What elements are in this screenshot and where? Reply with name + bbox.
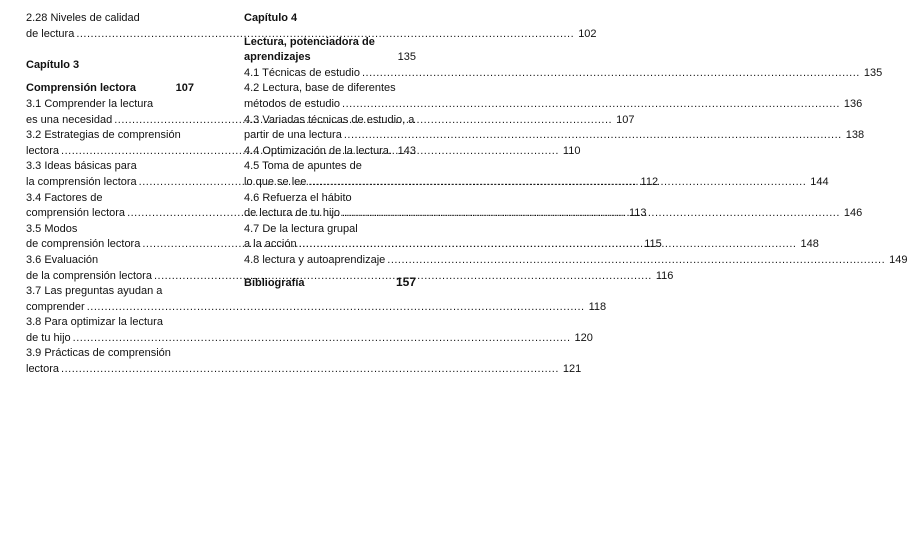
page-number: 146 <box>843 207 863 220</box>
toc-entry-line: 3.4 Factores de <box>26 191 103 204</box>
toc-entry-4-2 <box>244 81 863 112</box>
dot-leader <box>73 331 571 347</box>
toc-entry-line: de tu hijo <box>26 331 71 344</box>
chapter-title-line: Lectura, potenciadora de <box>244 35 375 48</box>
page-number: 107 <box>175 82 194 95</box>
toc-entry-3-9 <box>26 346 582 377</box>
page-number: 107 <box>616 113 635 126</box>
page-number: 157 <box>395 274 416 289</box>
toc-entry-line: comprensión lectora <box>26 207 126 220</box>
toc-entry-line: 2.28 Niveles de calidad <box>26 12 140 24</box>
toc-entry-line: la comprensión lectora <box>26 175 137 188</box>
page-number: 143 <box>397 144 416 157</box>
chapter-label: Capítulo 3 <box>26 58 80 71</box>
toc-entry-line: 3.1 Comprender la lectura <box>26 97 154 110</box>
page-number: 148 <box>800 238 819 251</box>
page-number: 118 <box>588 300 607 313</box>
dot-leader <box>87 300 585 316</box>
toc-entry-line: lectora <box>26 363 60 376</box>
toc-entry-line: a la acción <box>244 238 297 251</box>
toc-entry-line: 4.2 Lectura, base de diferentes <box>244 82 396 95</box>
toc-entry-4-4 <box>244 144 416 160</box>
chapter-title-line: aprendizajes <box>244 51 311 64</box>
toc-entry-line: 4.6 Refuerza el hábito <box>244 191 352 204</box>
page-number: 135 <box>397 51 416 64</box>
toc-entry-line: es una necesidad <box>26 113 113 126</box>
chapter-label: Capítulo 4 <box>244 12 298 24</box>
toc-entry-4-1 <box>244 66 883 82</box>
page-number: 121 <box>562 363 582 376</box>
page-number: 120 <box>574 331 593 344</box>
toc-entry-line: 4.3 Variadas técnicas de estudio, a <box>244 113 415 126</box>
toc-entry-line: de comprensión lectora <box>26 238 141 251</box>
page-number: 113 <box>628 207 647 220</box>
toc-entry-line: 3.5 Modos <box>26 222 78 235</box>
toc-entry-line: 4.7 De la lectura grupal <box>244 222 358 235</box>
dot-leader <box>344 128 842 144</box>
toc-entry-line: 4.1 Técnicas de estudio <box>244 66 360 79</box>
toc-entry-line: 3.8 Para optimizar la lectura <box>26 316 163 329</box>
toc-entry-line: 4.4 Optimización de la lectura. <box>244 144 392 157</box>
page-number: 116 <box>655 269 674 282</box>
toc-entry-line: de lectura <box>26 27 75 40</box>
page-number: 110 <box>562 144 581 157</box>
dot-leader <box>387 253 885 269</box>
toc-entry-line: lo que se lee <box>244 175 307 188</box>
bibliography-entry <box>244 275 416 292</box>
toc-entry-line: de la comprensión lectora <box>26 269 152 282</box>
toc-entry-line: lectora <box>26 144 60 157</box>
page-number: 149 <box>889 253 908 266</box>
dot-leader <box>342 97 840 113</box>
toc-entry-line: 4.5 Toma de apuntes de <box>244 160 362 173</box>
toc-entry-line: 3.2 Estrategias de comprensión <box>26 129 181 142</box>
page-number: 135 <box>863 66 883 79</box>
toc-entry-line: 4.8 lectura y autoaprendizaje <box>244 253 386 266</box>
page-number: 115 <box>644 238 662 251</box>
dot-leader <box>61 362 559 378</box>
chapter-title-text: Comprensión lectora <box>26 82 137 95</box>
page-number: 102 <box>578 27 597 40</box>
bibliography-label: Bibliografía <box>244 276 305 289</box>
toc-entry-3-8 <box>26 315 593 346</box>
chapter-title <box>26 81 194 97</box>
dot-leader <box>342 206 840 222</box>
page-number: 112 <box>640 175 659 188</box>
dot-leader <box>299 237 797 253</box>
toc-entry-line: 3.7 Las preguntas ayudan a <box>26 285 163 298</box>
dot-leader <box>362 66 860 82</box>
chapter-title <box>244 35 416 66</box>
toc-entry-line: 3.9 Prácticas de comprensión <box>26 347 171 360</box>
page-number: 138 <box>845 129 865 142</box>
toc-entry-4-8 <box>244 253 908 269</box>
dot-leader <box>308 175 806 191</box>
toc-entry-line: métodos de estudio <box>244 97 341 110</box>
page-number: 136 <box>843 97 863 110</box>
toc-entry-line: de lectura de tu hijo <box>244 207 341 220</box>
toc-entry-line: 3.3 Ideas básicas para <box>26 160 137 173</box>
toc-entry-line: 3.6 Evaluación <box>26 253 99 266</box>
toc-entry-line: partir de una lectura <box>244 129 342 142</box>
toc-entry-line: comprender <box>26 300 85 313</box>
page-number: 144 <box>810 175 829 188</box>
toc-entry-3-7 <box>26 284 607 315</box>
